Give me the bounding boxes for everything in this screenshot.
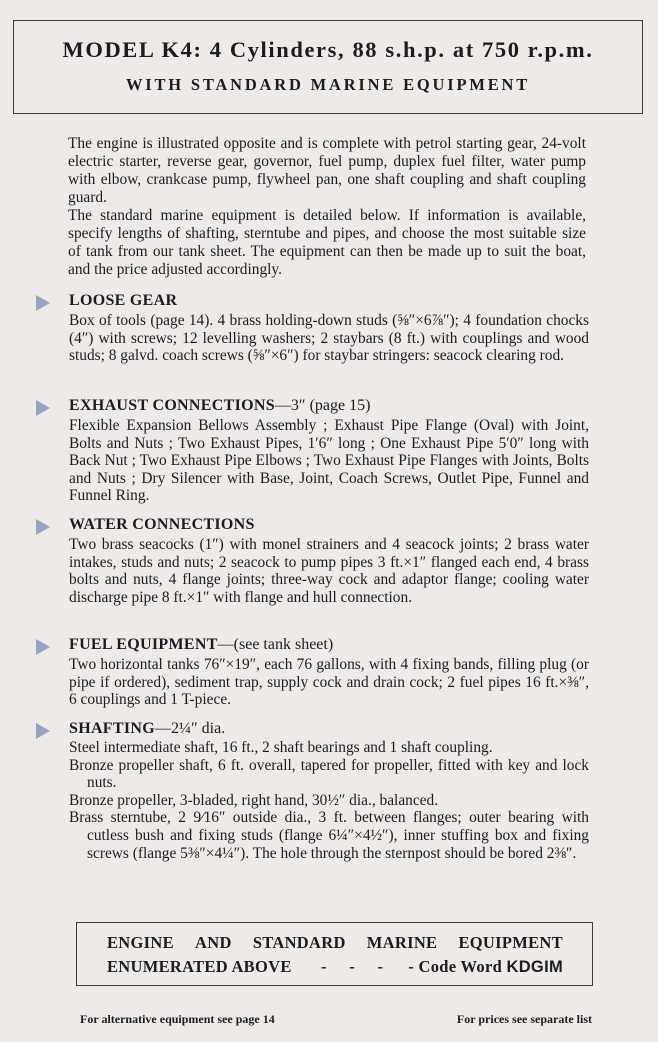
section-body: Two horizontal tanks 76″×19″, each 76 gallons, with 4 fixing bands, filling plug (or pipe if ordered), sediment trap, supply cock and drain cock; 2 fuel pipes 16 ft.×⅜″, 6 couplings and 1 T-piece. <box>69 656 589 709</box>
section-heading <box>69 635 589 655</box>
summary-line-1 <box>107 933 563 953</box>
section-title: LOOSE GEAR <box>69 292 178 309</box>
section-heading <box>69 515 589 535</box>
section-shafting <box>69 719 589 862</box>
section-heading <box>69 396 589 416</box>
arrow-bullet-icon <box>36 639 50 655</box>
arrow-bullet-icon <box>36 295 50 311</box>
shafting-item: Steel intermediate shaft, 16 ft., 2 shaft bearings and 1 shaft coupling. <box>69 739 493 756</box>
section-body: Two brass seacocks (1″) with monel strainers and 4 seacock joints; 2 brass water intakes, studs and nuts; 2 seacock to pump pipes 3 ft.×1″ flanged each end, 4 brass bolts and nuts, 4 flange joints; three-way cock and adaptor flange; cooling water discharge pipe 8 ft.×1″ with flange and hull connection. <box>69 536 589 606</box>
intro-paragraph-2: The standard marine equipment is detailed below. If information is available, specify lengths of shafting, sterntube and pipes, and choose the most suitable size of tank from our tank sheet. The equipment can then be made up to suit the boat, and the price adjusted accordingly. <box>68 207 586 278</box>
summary-word: STANDARD <box>252 933 346 952</box>
shafting-item: Bronze propeller, 3-bladed, right hand, 30½″ dia., balanced. <box>69 791 439 809</box>
title-box <box>13 20 643 114</box>
section-subtitle: —2¼″ dia. <box>154 720 226 737</box>
arrow-bullet-icon <box>36 723 50 739</box>
intro-paragraph-1: The engine is illustrated opposite and is complete with petrol starting gear, 24-volt electric starter, reverse gear, governor, fuel pump, duplex fuel filter, water pump with elbow, crankcase pump, flywheel pan, one shaft coupling and shaft coupling guard. <box>68 135 586 206</box>
intro-text <box>68 135 586 279</box>
section-fuel-equipment <box>69 635 589 709</box>
section-heading <box>69 291 589 311</box>
summary-box <box>76 922 593 986</box>
section-title: FUEL EQUIPMENT <box>69 636 218 653</box>
summary-word: ENGINE <box>107 933 174 952</box>
footer-alternative-equipment: For alternative equipment see page 14 <box>80 1012 275 1026</box>
section-heading <box>69 719 589 739</box>
code-word-label: - Code Word <box>408 957 503 976</box>
section-body: Flexible Expansion Bellows Assembly ; Exhaust Pipe Flange (Oval) with Joint, Bolts and Nuts ; Two Exhaust Pipes, 1′6″ long ; One Exhaust Pipe 5′0″ long with Back Nut ; Two Exhaust Pipe Elbows ; Two Exhaust Pipe Flanges with Joints, Bolts and Nuts ; Dry Silencer with Base, Joint, Coach Screws, Outlet Pipe, Funnel and Funnel Ring. <box>69 417 589 505</box>
summary-word: MARINE <box>366 933 438 952</box>
code-word: KDGIM <box>506 958 563 976</box>
section-subtitle: —(see tank sheet) <box>217 636 334 653</box>
arrow-bullet-icon <box>36 519 50 535</box>
summary-word: EQUIPMENT <box>458 933 563 952</box>
section-title: SHAFTING <box>69 720 155 737</box>
section-title: WATER CONNECTIONS <box>69 516 255 533</box>
footer-prices: For prices see separate list <box>456 1012 592 1026</box>
section-title: EXHAUST CONNECTIONS <box>69 397 275 414</box>
arrow-bullet-icon <box>36 400 50 416</box>
summary-code <box>408 957 563 977</box>
section-loose-gear <box>69 291 589 365</box>
equipment-subtitle: WITH STANDARD MARINE EQUIPMENT <box>125 75 531 94</box>
model-title: MODEL K4: 4 Cylinders, 88 s.h.p. at 750 r.p.m. <box>62 37 594 62</box>
shafting-item: Brass sterntube, 2 9⁄16″ outside dia., 3 ft. between flanges; outer bearing with cutless bush and fixing studs (flange 6¼″×4½″), inner stuffing box and fixing screws (flange 5⅜″×4¼″). The hole through the sternpost should be bored 2⅜″. <box>69 809 589 862</box>
summary-dashes: - - - <box>321 957 384 976</box>
summary-word: AND <box>195 933 232 952</box>
summary-enumerated: ENUMERATED ABOVE <box>107 957 292 976</box>
section-subtitle: —3″ (page 15) <box>274 397 371 414</box>
section-exhaust-connections <box>69 396 589 505</box>
section-water-connections <box>69 515 589 606</box>
section-body: Box of tools (page 14). 4 brass holding-down studs (⅝″×6⅞″); 4 foundation chocks (4″) with screws; 12 levelling washers; 2 staybars (8 ft.) with couplings and wood studs; 8 galvd. coach screws (⅝″×6″) for staybar stringers: seacock clearing rod. <box>69 312 589 365</box>
shafting-item: Bronze propeller shaft, 6 ft. overall, tapered for propeller, fitted with key and lock nuts. <box>69 756 589 792</box>
